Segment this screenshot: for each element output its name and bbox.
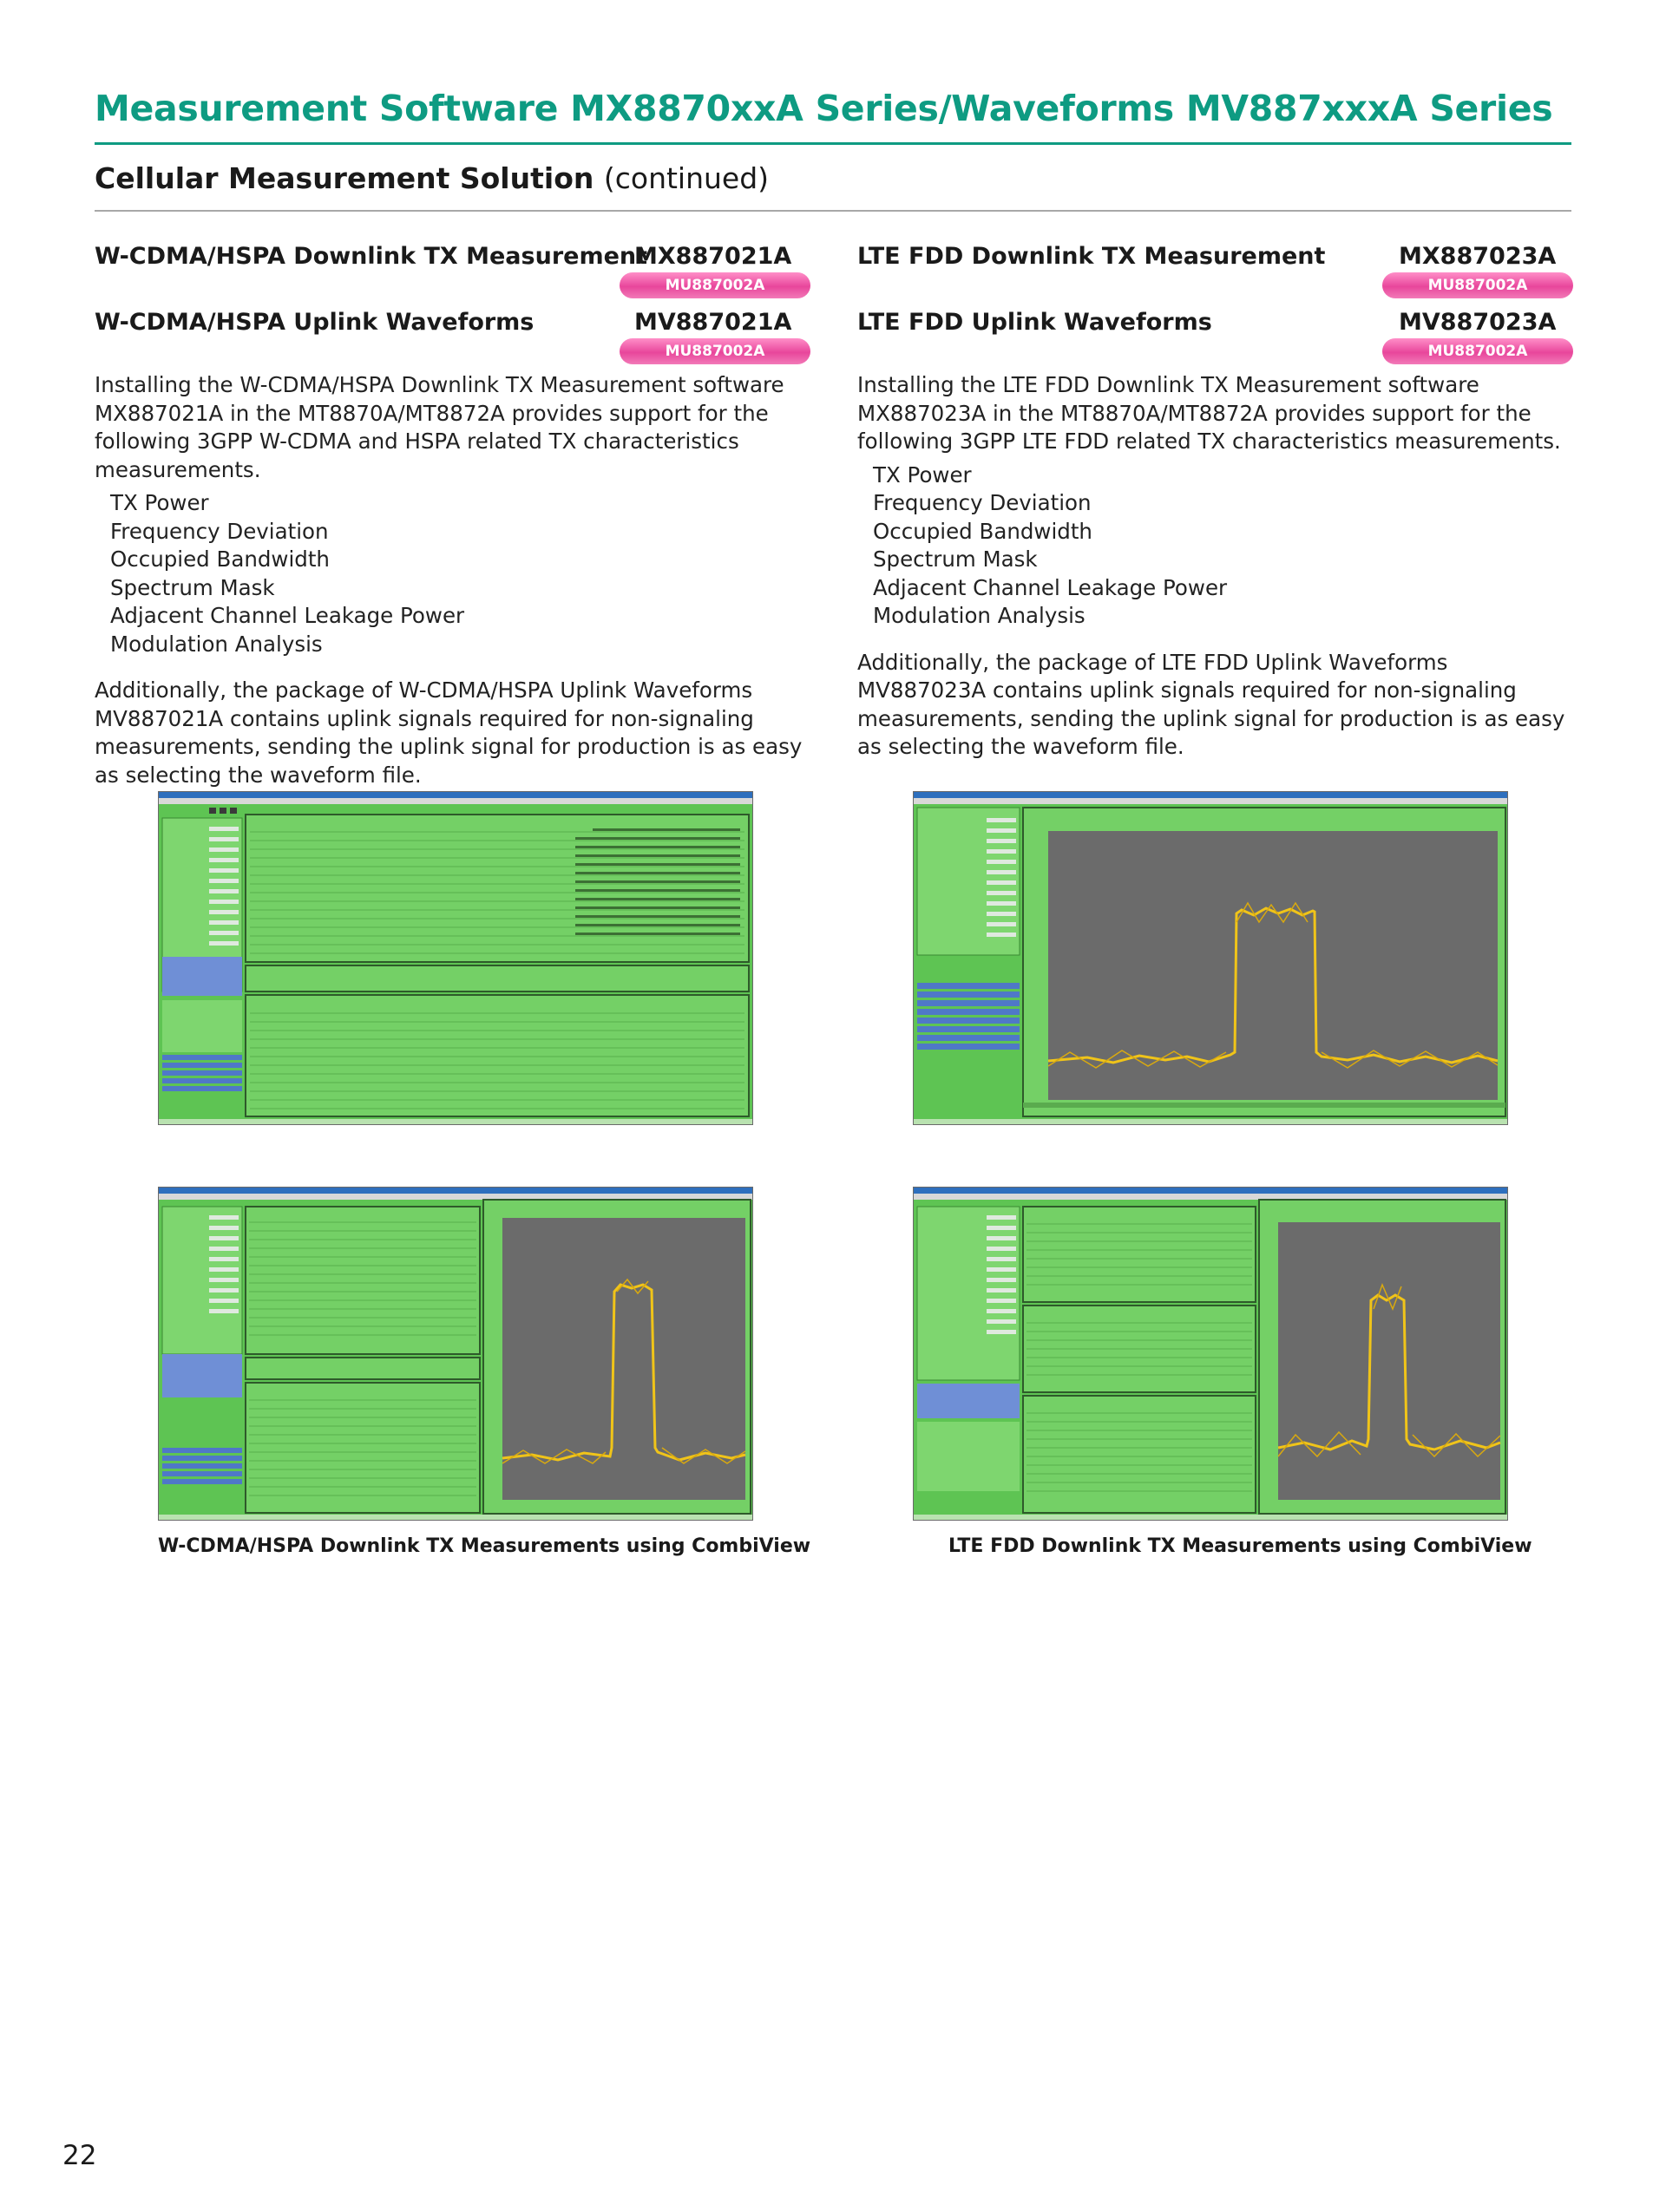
list-item: Spectrum Mask: [873, 546, 1038, 572]
lte-column: [857, 239, 1577, 762]
wcdma-waveform-model: MV887021A: [634, 309, 792, 336]
lte-tx-model: MX887023A: [1399, 243, 1557, 270]
page-number: 22: [62, 2140, 97, 2171]
list-item: Occupied Bandwidth: [110, 546, 330, 572]
wcdma-tx-title: W-CDMA/HSPA Downlink TX Measurement: [95, 243, 648, 270]
title-rule: [95, 142, 1571, 145]
wcdma-caption: W-CDMA/HSPA Downlink TX Measurements using CombiView: [158, 1535, 811, 1557]
wcdma-intro-paragraph: Installing the W-CDMA/HSPA Downlink TX Measurement software MX887021A in the MT8870A/MT8872A provides support for the following 3GPP W-CDMA and HSPA related TX characteristics measurements.: [95, 372, 784, 482]
lte-intro-paragraph: Installing the LTE FDD Downlink TX Measurement software MX887023A in the MT8870A/MT8872A provides support for the following 3GPP LTE FDD related TX characteristics measurements.: [857, 372, 1561, 454]
list-item: Spectrum Mask: [110, 574, 275, 600]
wcdma-tx-model: MX887021A: [634, 243, 792, 270]
wcdma-feature-list: [95, 489, 815, 658]
list-item: Frequency Deviation: [110, 518, 329, 544]
lte-tx-badge: MU887002A: [1382, 272, 1573, 298]
list-item: TX Power: [873, 461, 972, 488]
lte-waveform-badge: MU887002A: [1382, 338, 1573, 364]
lte-tx-product-row: [857, 239, 1577, 272]
lte-additional-paragraph: Additionally, the package of LTE FDD Uplink Waveforms MV887023A contains uplink signals required for non-signaling measurements, sending the uplink signal for production is as easy as selecting the waveform file.: [857, 649, 1565, 759]
wcdma-tx-product-row: [95, 239, 815, 272]
list-item: Frequency Deviation: [873, 490, 1092, 515]
section-heading-main: Cellular Measurement Solution: [95, 161, 594, 195]
section-rule: [95, 210, 1571, 212]
section-heading: [95, 161, 769, 195]
lte-combiview-screenshot: [913, 1187, 1508, 1521]
lte-waveform-model: MV887023A: [1399, 309, 1557, 336]
list-item: Modulation Analysis: [873, 603, 1086, 628]
list-item: Adjacent Channel Leakage Power: [110, 603, 465, 628]
wcdma-waveform-title: W-CDMA/HSPA Uplink Waveforms: [95, 309, 535, 336]
list-item: Modulation Analysis: [110, 631, 323, 657]
lte-spectrum-screenshot: [913, 791, 1508, 1125]
list-item: TX Power: [110, 490, 209, 515]
list-item: Adjacent Channel Leakage Power: [873, 574, 1228, 600]
wcdma-waveform-badge: MU887002A: [620, 338, 810, 364]
lte-tx-title: LTE FDD Downlink TX Measurement: [857, 243, 1326, 270]
lte-caption: LTE FDD Downlink TX Measurements using CombiView: [948, 1535, 1532, 1557]
page-title: Measurement Software MX8870xxA Series/Waveforms MV887xxxA Series: [95, 88, 1553, 129]
wcdma-combiview-screenshot: [158, 1187, 753, 1521]
wcdma-tx-badge: MU887002A: [620, 272, 810, 298]
wcdma-additional-paragraph: Additionally, the package of W-CDMA/HSPA Uplink Waveforms MV887021A contains uplink signals required for non-signaling measurements, sending the uplink signal for production is as easy as selecting the waveform file.: [95, 677, 803, 788]
wcdma-waveform-product-row: [95, 305, 815, 338]
list-item: Occupied Bandwidth: [873, 518, 1092, 544]
wcdma-table-screenshot: [158, 791, 753, 1125]
lte-waveform-product-row: [857, 305, 1577, 338]
section-heading-sub: (continued): [603, 161, 770, 195]
lte-waveform-title: LTE FDD Uplink Waveforms: [857, 309, 1212, 336]
lte-feature-list: [857, 461, 1577, 631]
wcdma-column: [95, 239, 815, 789]
